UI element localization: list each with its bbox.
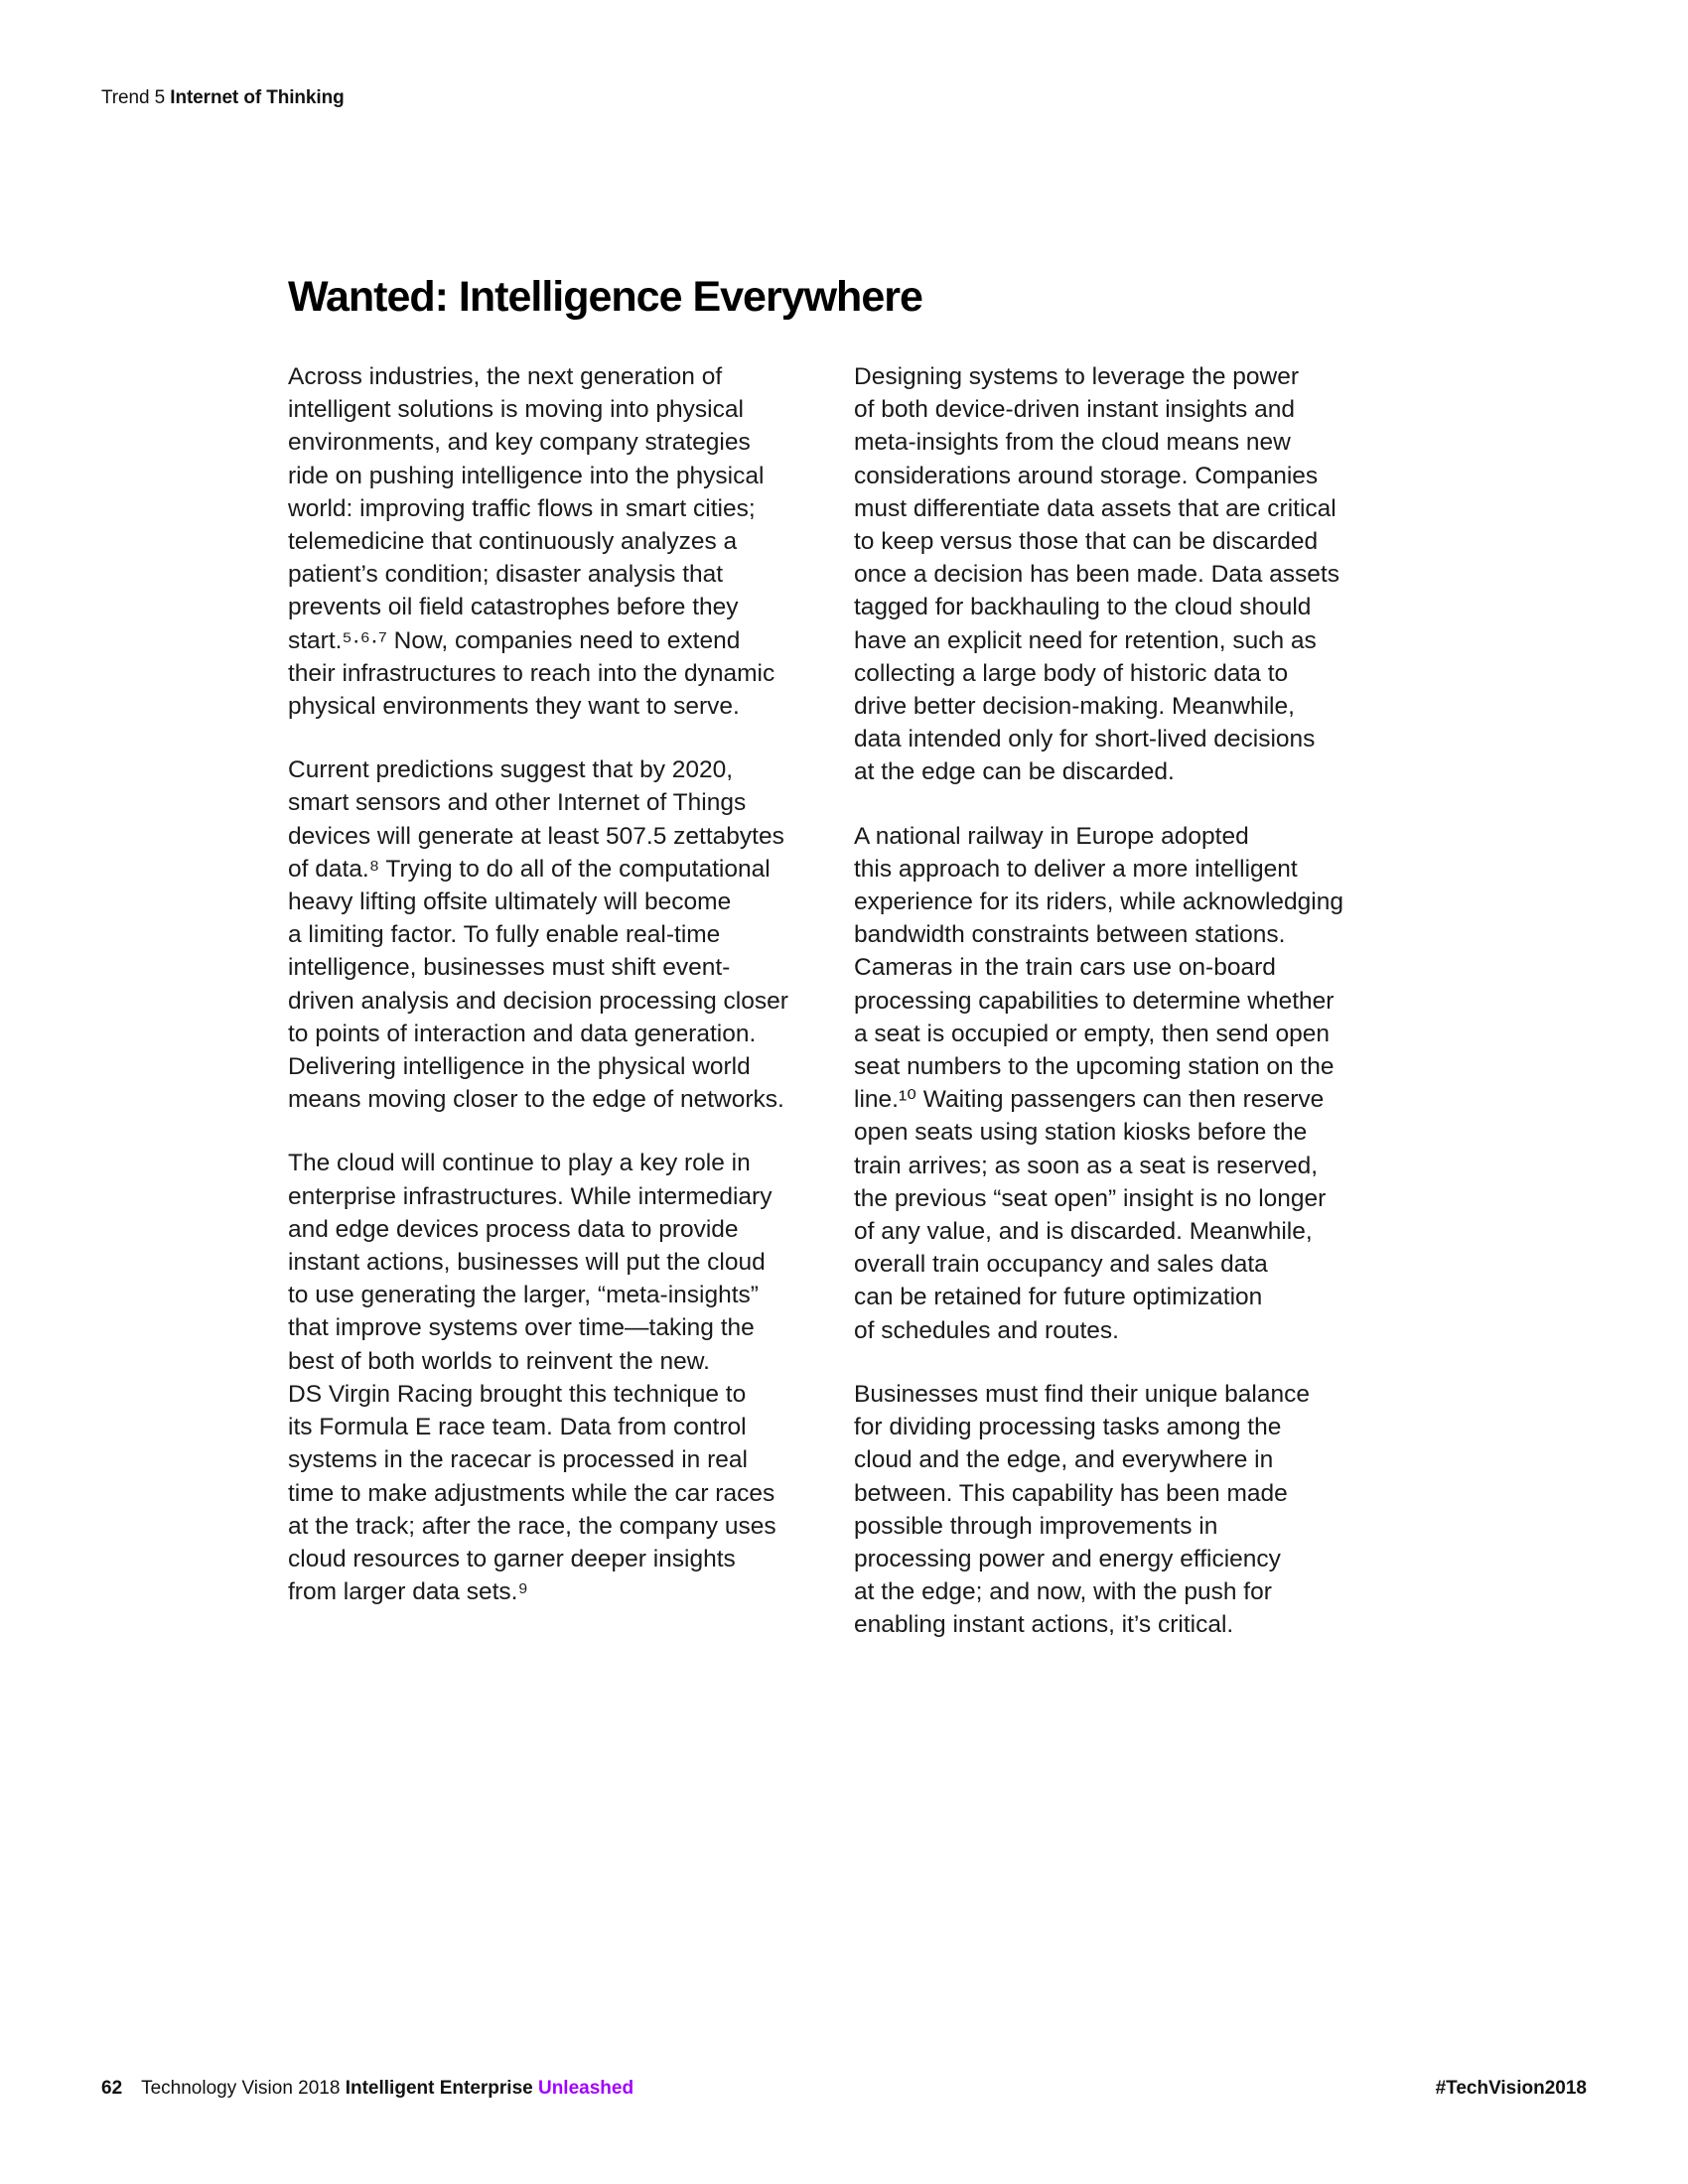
paragraph-intro: Across industries, the next generation of intelligent solutions is moving into physical environments, and key company strategies ride on pushing intelligence into the physical world: improving traffic flows in smart cities; telemedicine that continuously analyzes a patient’s condition; disaster analysis that prevents oil field catastrophes before they start.⁵·⁶·⁷ Now, companies need to extend their infrastructures to reach into the dynamic physical environments they want to serve. [288, 363, 775, 721]
header-breadcrumb [101, 87, 345, 109]
right-column [854, 360, 1395, 1673]
report-accent: Unleashed [537, 2078, 634, 2099]
paragraph-balance: Businesses must find their unique balance for dividing processing tasks among the cloud and the edge, and everywhere in between. This capability has been made possible through improvements in processing power and energy efficiency at the edge; and now, with the push for enabling instant actions, it’s critical. [854, 1380, 1310, 1639]
page-number: 62 [101, 2078, 123, 2099]
page-title: Wanted: Intelligence Everywhere [288, 273, 922, 321]
paragraph-ds-virgin-racing: DS Virgin Racing brought this technique to its Formula E race team. Data from control systems in the racecar is processed in real time to make adjustments while the car races at the track; after the race, the company uses cloud resources to garner deeper insights from larger data sets.⁹ [288, 1380, 776, 1606]
paragraph-railway: A national railway in Europe adopted this approach to deliver a more intelligent experience for its riders, while acknowledging bandwidth constraints between stations. Cameras in the train cars use on-board processing capabilities to determine whether a seat is occupied or empty, then send open seat numbers to the upcoming station on the line.¹⁰ Waiting passengers can then reserve open seats using station kiosks before the train arrives; as soon as a seat is reserved, the previous “seat open” insight is no longer of any value, and is discarded. Meanwhile, overall train occupancy and sales data can be retained for future optimization of schedules and routes. [854, 822, 1343, 1344]
paragraph-predictions: Current predictions suggest that by 2020, smart sensors and other Internet of Things devices will generate at least 507.5 zettabytes of data.⁸ Trying to do all of the computational heavy lifting offsite ultimately will become a limiting factor. To fully enable real-time intelligence, businesses must shift event- driven analysis and decision processing closer to points of interaction and data generation. Delivering intelligence in the physical world means moving closer to the edge of networks. [288, 756, 788, 1114]
footer-hashtag: #TechVision2018 [1435, 2078, 1587, 2099]
paragraph-cloud-role: The cloud will continue to play a key role in enterprise infrastructures. While intermediary and edge devices process data to provide instant actions, businesses will put the cloud to use generating the larger, “meta-insights” that improve systems over time—taking the best of both worlds to reinvent the new. [288, 1150, 773, 1375]
trend-label: Trend 5 [101, 87, 166, 108]
footer-report-info [101, 2078, 633, 2100]
paragraph-storage: Designing systems to leverage the power of both device-driven instant insights and meta-insights from the cloud means new considerations around storage. Companies must differentiate data assets that are critical to keep versus those that can be discarded once a decision has been made. Data assets tagged for backhauling to the cloud should have an explicit need for retention, such as collecting a large body of historic data to drive better decision-making. Meanwhile, data intended only for short-lived decisions at the edge can be discarded. [854, 363, 1339, 786]
trend-title: Internet of Thinking [170, 87, 345, 108]
report-title: Intelligent Enterprise [345, 2078, 533, 2099]
report-label: Technology Vision 2018 [141, 2078, 341, 2099]
left-column [288, 360, 844, 1639]
